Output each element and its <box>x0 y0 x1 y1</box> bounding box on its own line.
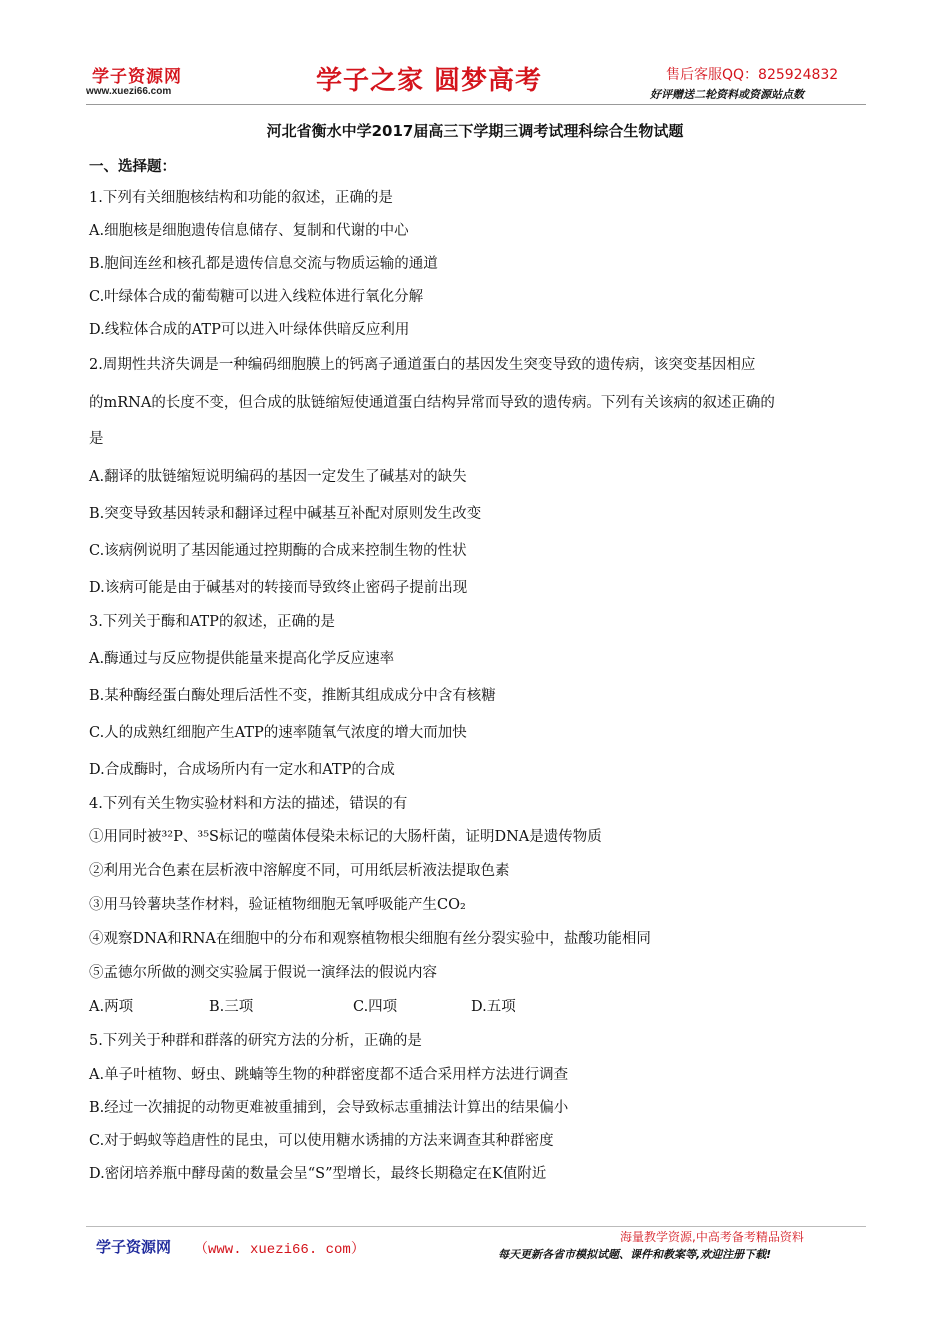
footer-note: 每天更新各省市模拟试题、课件和教案等,欢迎注册下载! <box>498 1248 772 1261</box>
question-line: D.密闭培养瓶中酵母菌的数量会呈“S”型增长，最终长期稳定在K值附近 <box>89 1166 547 1182</box>
footer-tagline: 海量教学资源,中高考备考精品资料 <box>620 1230 804 1244</box>
question-line: B.胞间连丝和核孔都是遗传信息交流与物质运输的通道 <box>89 256 438 272</box>
question-line: 5.下列关于种群和群落的研究方法的分析，正确的是 <box>89 1033 422 1049</box>
q4-options-row <box>89 997 789 1017</box>
question-line: C.对于蚂蚁等趋唐性的昆虫，可以使用糖水诱捕的方法来调查其种群密度 <box>89 1133 554 1149</box>
question-line: A.细胞核是细胞遗传信息储存、复制和代谢的中心 <box>89 223 409 239</box>
footer-url[interactable]: （www. xuezi66. com） <box>194 1242 365 1258</box>
header-qq: 售后客服QQ：825924832 <box>666 67 839 83</box>
header-note: 好评赠送二轮资料或资源站点数 <box>650 88 804 101</box>
question-line: ④观察DNA和RNA在细胞中的分布和观察植物根尖细胞有丝分裂实验中，盐酸功能相同 <box>89 931 651 947</box>
header-logo-text: 学子资源网 <box>92 67 182 87</box>
question-line: ③用马铃薯块茎作材料，验证植物细胞无氧呼吸能产生CO₂ <box>89 897 466 913</box>
q4-option-b: B.三项 <box>209 999 254 1015</box>
section-heading: 一、选择题： <box>89 159 176 175</box>
q4-option-c: C.四项 <box>353 999 398 1015</box>
question-line: 是 <box>89 431 104 447</box>
question-line: A.翻译的肽链缩短说明编码的基因一定发生了碱基对的缺失 <box>89 469 467 485</box>
question-line: D.合成酶时，合成场所内有一定水和ATP的合成 <box>89 762 395 778</box>
header-slogan: 学子之家 圆梦高考 <box>316 66 543 96</box>
question-line: 的mRNA的长度不变，但合成的肽链缩短使通道蛋白结构异常而导致的遗传病。下列有关该病的叙述正确的 <box>89 395 775 411</box>
question-line: ①用同时被³²P、³⁵S标记的噬菌体侵染未标记的大肠杆菌，证明DNA是遗传物质 <box>89 829 602 845</box>
footer-logo-text: 学子资源网 <box>96 1238 172 1256</box>
question-line: B.经过一次捕捉的动物更难被重捕到，会导致标志重捕法计算出的结果偏小 <box>89 1100 569 1116</box>
question-line: 4.下列有关生物实验材料和方法的描述，错误的有 <box>89 796 408 812</box>
question-line: 1.下列有关细胞核结构和功能的叙述，正确的是 <box>89 190 393 206</box>
question-line: C.该病例说明了基因能通过控期酶的合成来控制生物的性状 <box>89 543 467 559</box>
question-line: D.该病可能是由于碱基对的转接而导致终止密码子提前出现 <box>89 580 468 596</box>
question-line: ⑤孟德尔所做的测交实验属于假说一演绎法的假说内容 <box>89 965 437 981</box>
q4-option-d: D.五项 <box>471 999 516 1015</box>
header-logo-url[interactable]: www.xuezi66.com <box>86 86 172 97</box>
document-title: 河北省衡水中学2017届高三下学期三调考试理科综合生物试题 <box>266 122 684 140</box>
question-line: D.线粒体合成的ATP可以进入叶绿体供暗反应利用 <box>89 322 410 338</box>
q4-option-a: A.两项 <box>89 999 134 1015</box>
question-line: B.某种酶经蛋白酶处理后活性不变，推断其组成成分中含有核糖 <box>89 688 496 704</box>
question-line: 3.下列关于酶和ATP的叙述，正确的是 <box>89 614 335 630</box>
question-line: C.叶绿体合成的葡萄糖可以进入线粒体进行氧化分解 <box>89 289 424 305</box>
footer-divider <box>86 1226 866 1227</box>
question-line: B.突变导致基因转录和翻译过程中碱基互补配对原则发生改变 <box>89 506 482 522</box>
header-divider <box>86 104 866 105</box>
question-line: C.人的成熟红细胞产生ATP的速率随氧气浓度的增大而加快 <box>89 725 467 741</box>
question-line: A.酶通过与反应物提供能量来提高化学反应速率 <box>89 651 395 667</box>
question-line: ②利用光合色素在层析液中溶解度不同，可用纸层析液法提取色素 <box>89 863 510 879</box>
question-line: A.单子叶植物、蚜虫、跳蝻等生物的种群密度都不适合采用样方法进行调查 <box>89 1067 569 1083</box>
question-line: 2.周期性共济失调是一种编码细胞膜上的钙离子通道蛋白的基因发生突变导致的遗传病，该突变基因相应 <box>89 357 756 373</box>
